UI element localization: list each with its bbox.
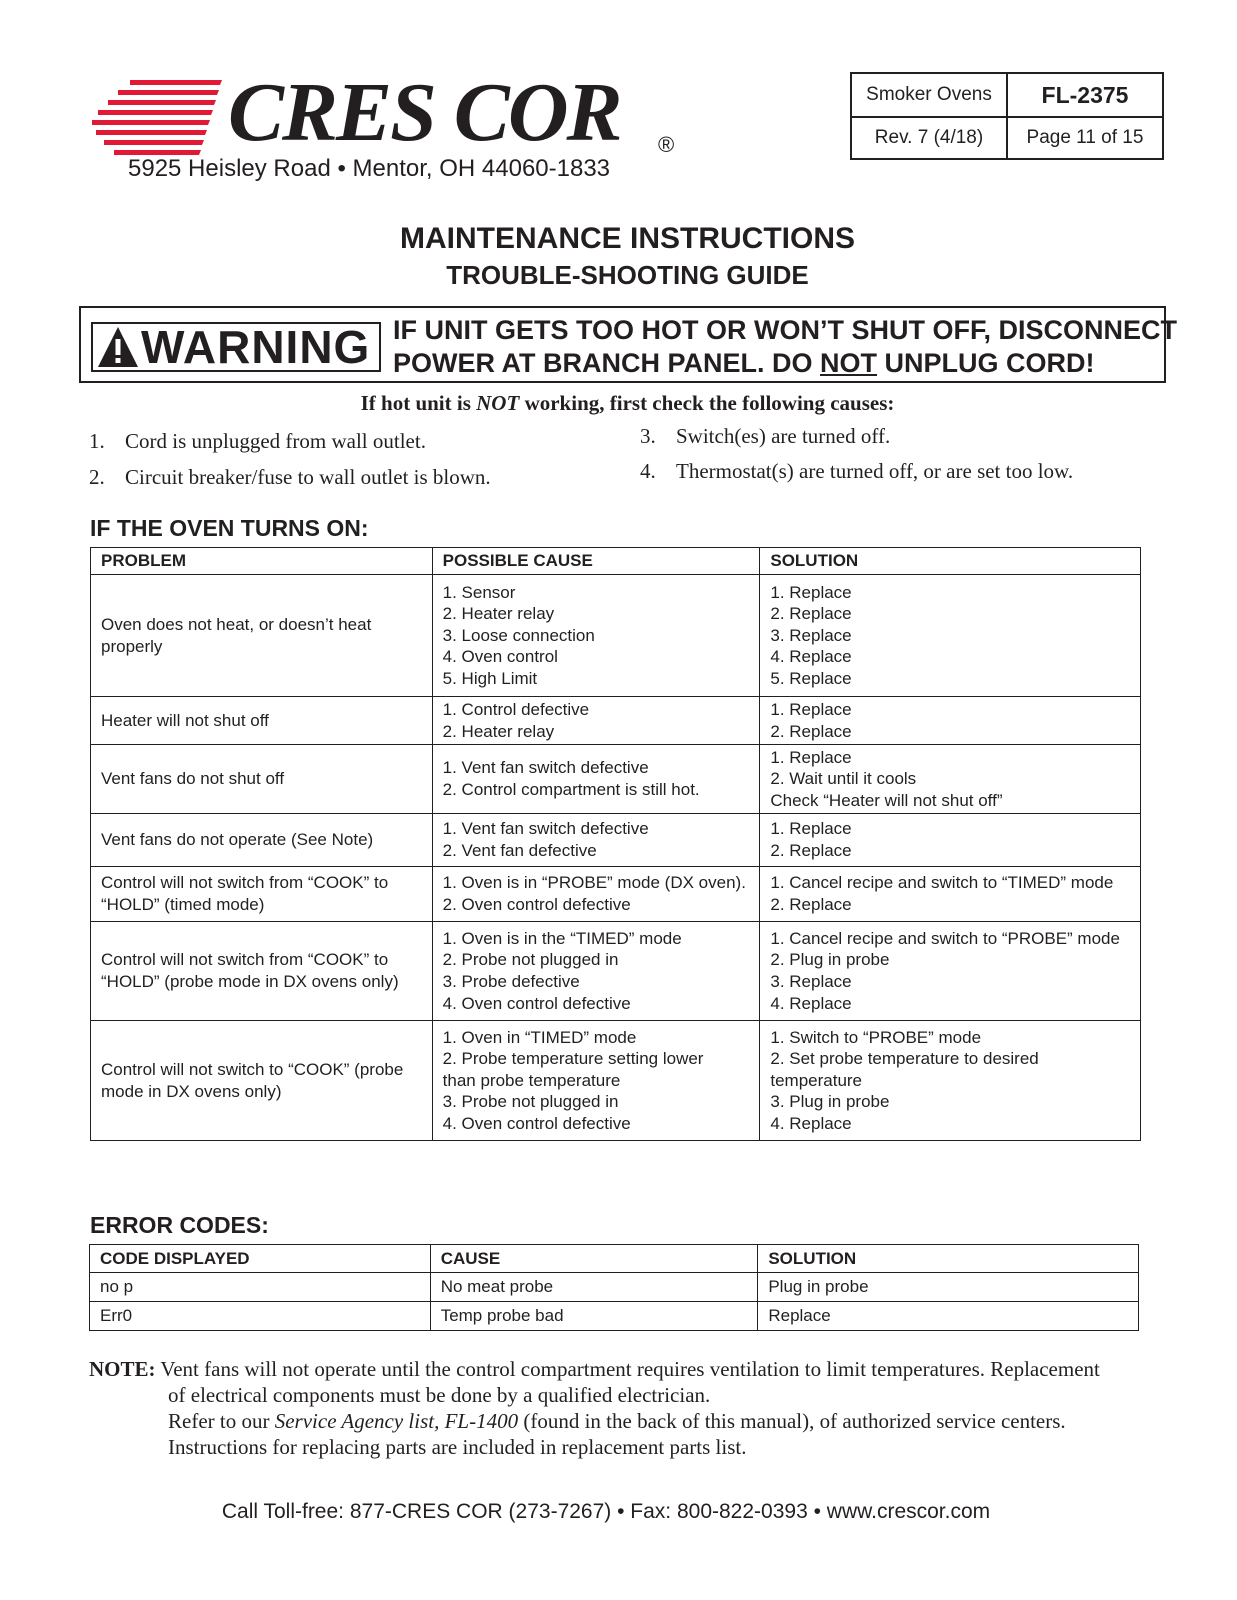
cause-line: 2. Control compartment is still hot.: [442, 780, 700, 799]
page-number: Page 11 of 15: [1026, 127, 1144, 148]
cause-line: 1. Oven is in “PROBE” mode (DX oven).: [442, 873, 746, 893]
cause-line: 1. Oven in “TIMED” mode: [442, 1027, 637, 1047]
footer-contact: Call Toll-free: 877-CRES COR (273-7267) • Fax: 800-822-0393 • www.crescor.com: [221, 1500, 991, 1523]
column-header-cause: CAUSE: [430, 1245, 758, 1273]
solution-cell: [760, 814, 1141, 867]
solution-line: 2. Wait until it cools: [770, 769, 917, 789]
error-code: no p: [90, 1273, 431, 1302]
problem-line: mode in DX ovens only): [101, 1081, 282, 1101]
table-header-row: [91, 548, 1141, 575]
cause-line: 4. Oven control: [442, 647, 558, 667]
table-row: [91, 922, 1141, 1021]
note-line-4: Instructions for replacing parts are included in replacement parts list.: [168, 1435, 747, 1459]
cause-line: 5. High Limit: [442, 668, 538, 688]
column-header-solution: SOLUTION: [760, 548, 1141, 575]
cause-cell: [432, 575, 760, 697]
troubleshooting-table: [90, 547, 1141, 1141]
table-row: [90, 1273, 1139, 1302]
problem-cell: [91, 814, 433, 867]
error-codes-table: [89, 1244, 1139, 1331]
table-row: [91, 697, 1141, 745]
column-header-code: CODE DISPLAYED: [90, 1245, 431, 1273]
solution-line: 4. Replace: [770, 647, 852, 667]
solution-line: 1. Cancel recipe and switch to “PROBE” mode: [770, 928, 1120, 948]
solution-line: 3. Plug in probe: [770, 1092, 890, 1112]
solution-cell: [760, 867, 1141, 922]
solution-line: 2. Set probe temperature to desired temperature: [770, 1049, 1039, 1090]
table-row: [91, 814, 1141, 867]
solution-line: 2. Replace: [770, 721, 852, 741]
cause-line: 2. Vent fan defective: [442, 841, 597, 860]
cause-line: 2. Probe not plugged in: [442, 950, 619, 970]
solution-line: 3. Replace: [770, 972, 852, 991]
column-header-solution: SOLUTION: [758, 1245, 1139, 1273]
cause-text: Switch(es) are turned off.: [676, 424, 891, 448]
problem-cell: [91, 575, 433, 697]
cause-line: than probe temperature: [442, 1070, 621, 1090]
error-solution: Plug in probe: [758, 1273, 1139, 1302]
solution-line: 1. Replace: [770, 582, 852, 602]
warning-badge: [91, 322, 381, 372]
solution-line: 1. Replace: [770, 747, 852, 767]
solution-line: 4. Replace: [770, 993, 852, 1013]
causes-heading-post: working, first check the following causes:: [519, 391, 895, 415]
table-row: [91, 575, 1141, 697]
cause-cell: [432, 745, 760, 814]
cause-number: 4.: [640, 459, 656, 483]
warning-banner: [79, 306, 1177, 383]
cause-cell: [432, 697, 760, 745]
solution-line: 1. Replace: [770, 699, 852, 719]
problem-line: Control will not switch from “COOK” to: [101, 873, 389, 893]
note-line-3-pre: Refer to our: [168, 1409, 275, 1433]
error-cause: No meat probe: [430, 1273, 758, 1302]
brand-name: CRES COR: [228, 66, 621, 159]
cause-text: Circuit breaker/fuse to wall outlet is blown.: [125, 465, 491, 489]
solution-cell: [760, 1021, 1141, 1141]
problem-line: Control will not switch to “COOK” (probe: [101, 1059, 404, 1079]
solution-line: 2. Replace: [770, 895, 852, 914]
error-codes-heading: ERROR CODES:: [90, 1212, 269, 1238]
problem-cell: [91, 745, 433, 814]
solution-line: 2. Replace: [770, 604, 852, 624]
note-line-3: [89, 1408, 1169, 1434]
warning-line-1: IF UNIT GETS TOO HOT OR WON’T SHUT OFF, DISCONNECT: [393, 315, 1177, 345]
warning-message: [393, 314, 1177, 380]
warning-line-2-emphasis: NOT: [820, 348, 877, 378]
solution-line: Check “Heater will not shut off”: [770, 790, 1003, 810]
causes-heading-pre: If hot unit is: [360, 391, 477, 415]
document-info-box: [850, 72, 1164, 160]
logo-stripes-graphic: [90, 80, 230, 160]
problem-cell: [91, 1021, 433, 1141]
column-header-cause: POSSIBLE CAUSE: [432, 548, 760, 575]
warning-label: WARNING: [141, 321, 371, 373]
cause-line: 3. Loose connection: [442, 625, 595, 645]
cause-line: 1. Control defective: [442, 699, 590, 719]
column-header-problem: PROBLEM: [91, 548, 433, 575]
solution-line: 1. Replace: [770, 819, 852, 839]
error-code: Err0: [90, 1302, 431, 1331]
problem-line: “HOLD” (timed mode): [101, 895, 265, 914]
warning-triangle-icon: [97, 325, 139, 369]
troubleshooting-table-body: [91, 575, 1141, 1141]
problem-cell: [91, 922, 433, 1021]
cause-cell: [432, 922, 760, 1021]
cause-line: 2. Heater relay: [442, 721, 555, 741]
note-paragraph: [89, 1356, 1169, 1460]
problem-cell: [91, 697, 433, 745]
cause-number: 1.: [89, 429, 105, 453]
warning-line-2-pre: POWER AT BRANCH PANEL. DO: [393, 348, 820, 378]
cause-line: 1. Sensor: [442, 582, 516, 602]
cause-cell: [432, 814, 760, 867]
product-name: Smoker Ovens: [852, 74, 1008, 118]
problem-line: properly: [101, 636, 163, 656]
solution-line: 3. Replace: [770, 625, 852, 645]
problem-line: Vent fans do not operate (See Note): [101, 830, 374, 850]
cause-line: 1. Oven is in the “TIMED” mode: [442, 928, 682, 948]
cause-item-1: [89, 429, 426, 454]
table-header-row: [90, 1245, 1139, 1273]
error-cause: Temp probe bad: [430, 1302, 758, 1331]
note-line-1: Vent fans will not operate until the control compartment requires ventilation to limit temperatures. Replacement: [155, 1357, 1100, 1381]
cause-line: 3. Probe defective: [442, 972, 580, 991]
cause-line: 1. Vent fan switch defective: [442, 758, 649, 778]
solution-line: 2. Replace: [770, 841, 852, 860]
cause-number: 2.: [89, 465, 105, 489]
cause-line: 2. Probe temperature setting lower: [442, 1049, 704, 1069]
solution-line: 1. Cancel recipe and switch to “TIMED” mode: [770, 873, 1114, 893]
problem-cell: [91, 867, 433, 922]
oven-on-heading: IF THE OVEN TURNS ON:: [90, 515, 369, 541]
warning-line-2-post: UNPLUG CORD!: [877, 348, 1095, 378]
problem-line: Heater will not shut off: [101, 710, 269, 730]
cause-item-3: [640, 424, 890, 449]
cause-cell: [432, 1021, 760, 1141]
causes-heading: [0, 391, 1237, 416]
solution-cell: [760, 922, 1141, 1021]
problem-line: “HOLD” (probe mode in DX ovens only): [101, 972, 399, 991]
cause-line: 3. Probe not plugged in: [442, 1092, 619, 1112]
cause-item-4: [640, 459, 1073, 484]
cause-number: 3.: [640, 424, 656, 448]
note-line-2: of electrical components must be done by a qualified electrician.: [168, 1383, 711, 1407]
solution-line: 4. Replace: [770, 1113, 852, 1133]
table-row: [91, 867, 1141, 922]
solution-cell: [760, 745, 1141, 814]
form-number: FL-2375: [1008, 74, 1162, 118]
note-label: NOTE:: [89, 1357, 156, 1381]
registered-mark: ®: [658, 132, 675, 157]
service-agency-reference: Service Agency list, FL-1400: [274, 1409, 519, 1433]
problem-line: Control will not switch from “COOK” to: [101, 950, 389, 970]
cause-line: 4. Oven control defective: [442, 1113, 631, 1133]
cause-line: 2. Oven control defective: [442, 895, 631, 914]
table-row: [91, 745, 1141, 814]
company-address: 5925 Heisley Road • Mentor, OH 44060-1833: [128, 155, 611, 182]
solution-line: 5. Replace: [770, 668, 852, 688]
cause-text: Thermostat(s) are turned off, or are set too low.: [676, 459, 1074, 483]
note-line-3-post: (found in the back of this manual), of authorized service centers.: [518, 1409, 1066, 1433]
solution-line: 2. Plug in probe: [770, 950, 890, 970]
solution-cell: [760, 697, 1141, 745]
table-row: [91, 1021, 1141, 1141]
solution-line: 1. Switch to “PROBE” mode: [770, 1027, 982, 1047]
cause-item-2: [89, 465, 491, 490]
solution-cell: [760, 575, 1141, 697]
cause-text: Cord is unplugged from wall outlet.: [125, 429, 426, 453]
problem-line: Oven does not heat, or doesn’t heat: [101, 614, 372, 634]
revision: Rev. 7 (4/18): [852, 118, 1008, 158]
problem-line: Vent fans do not shut off: [101, 769, 285, 789]
table-row: [90, 1302, 1139, 1331]
cause-cell: [432, 867, 760, 922]
page-subtitle: TROUBLE-SHOOTING GUIDE: [446, 260, 809, 290]
page-title: MAINTENANCE INSTRUCTIONS: [400, 222, 855, 255]
error-solution: Replace: [758, 1302, 1139, 1331]
cause-line: 4. Oven control defective: [442, 993, 631, 1013]
causes-heading-emphasis: NOT: [476, 391, 520, 415]
cause-line: 1. Vent fan switch defective: [442, 819, 649, 839]
cause-line: 2. Heater relay: [442, 604, 555, 624]
